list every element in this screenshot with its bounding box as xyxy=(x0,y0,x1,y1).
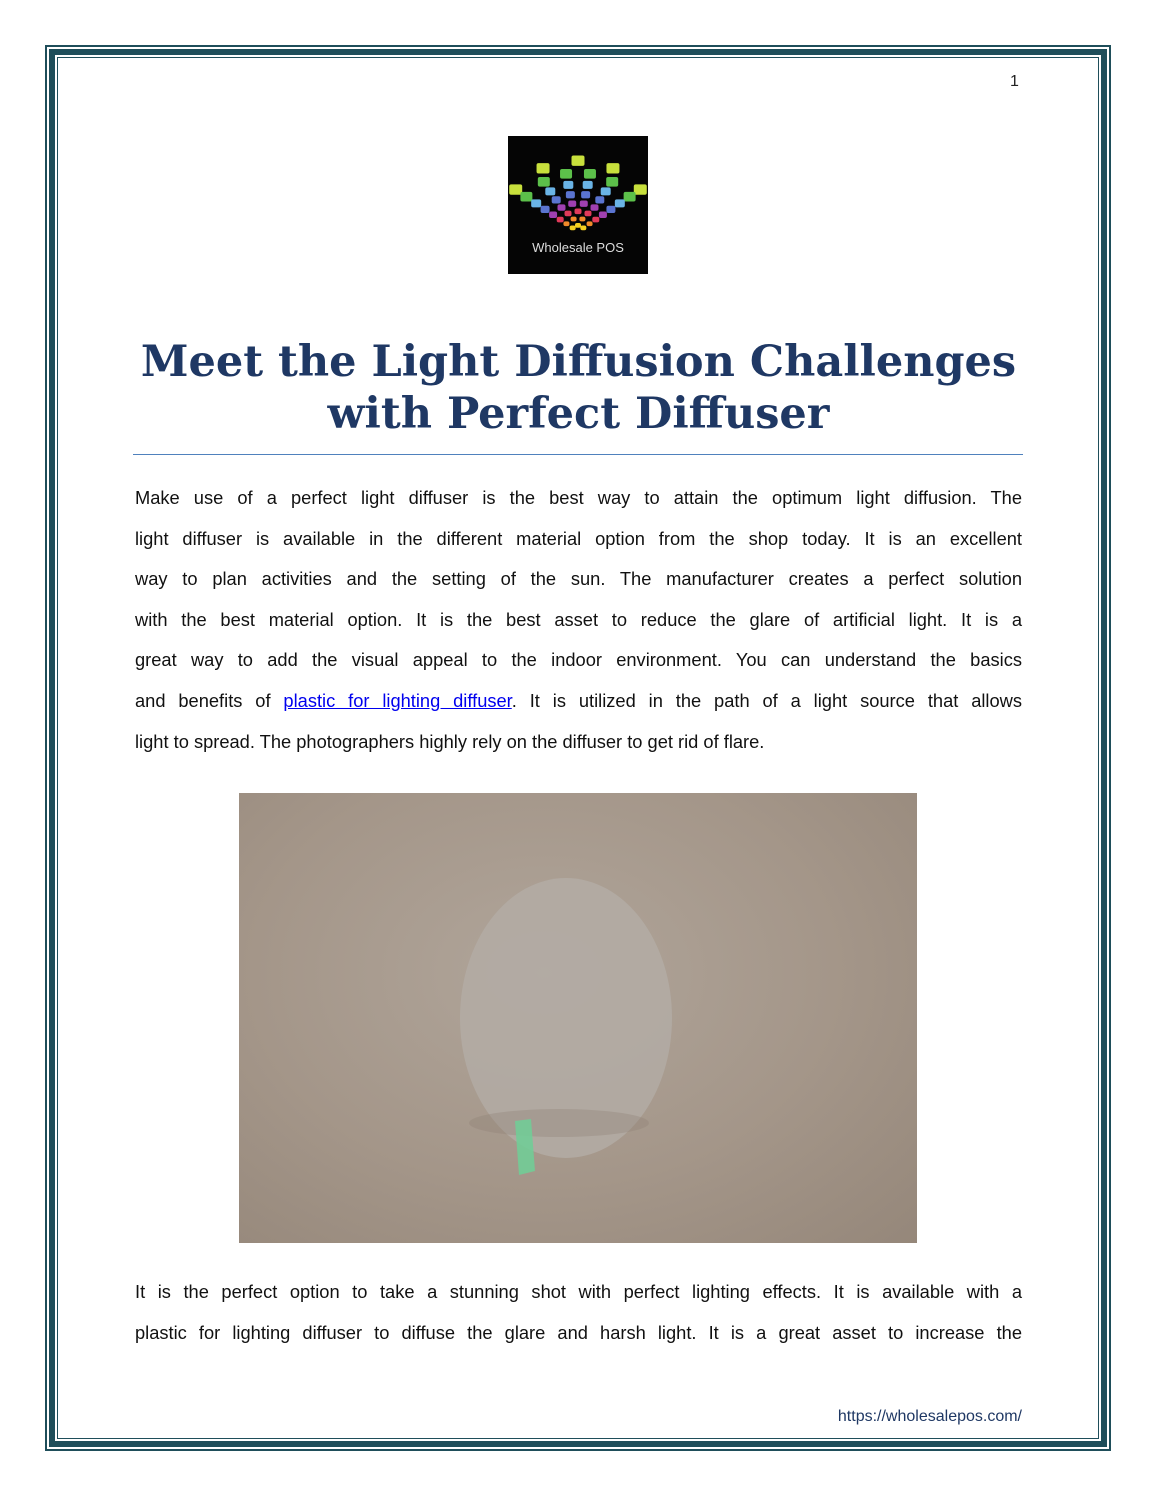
logo-tile xyxy=(583,181,593,189)
logo-tile xyxy=(565,211,572,217)
wholesale-pos-logo xyxy=(508,136,648,274)
text-line: plastic for lighting diffuser to diffuse the glare and harsh light. It is a great asset to increase the xyxy=(135,1321,1022,1343)
logo-tile xyxy=(624,192,636,202)
logo-tile xyxy=(549,212,557,218)
logo-tile xyxy=(566,191,575,198)
logo-text: Wholesale POS xyxy=(532,240,624,255)
text-line: way to plan activities and the setting of the sun. The manufacturer creates a perfect solution xyxy=(135,568,1022,590)
text-line: Make use of a perfect light diffuser is the best way to attain the optimum light diffusion. The xyxy=(135,487,1022,508)
logo-tile xyxy=(615,199,625,207)
text-line: It is the perfect option to take a stunning shot with perfect lighting effects. It is available with a xyxy=(135,1281,1022,1302)
text-span: and benefits of xyxy=(135,689,284,711)
paragraph-1 xyxy=(135,478,1022,762)
logo-tile xyxy=(575,223,581,228)
logo-tile xyxy=(601,187,611,195)
title-line-2: with Perfect Diffuser xyxy=(327,389,830,439)
page-number: 1 xyxy=(1010,73,1019,90)
logo-tile xyxy=(531,199,541,207)
logo-tile xyxy=(572,156,585,166)
logo-tile xyxy=(563,221,569,226)
text-span: . It is utilized in the path of a light source that allows xyxy=(511,689,1023,711)
page-title xyxy=(135,336,1022,440)
logo-tiles-icon xyxy=(508,136,648,240)
logo-tile xyxy=(538,177,550,187)
logo-tile xyxy=(595,196,604,203)
logo-tile xyxy=(606,177,618,187)
text-line: light diffuser is available in the different material option from the shop today. It is an excellent xyxy=(135,527,1022,549)
paragraph-2 xyxy=(135,1272,1022,1353)
logo-tile xyxy=(557,204,565,210)
logo-tile xyxy=(584,169,596,179)
footer-url: https://wholesalepos.com/ xyxy=(837,1408,1022,1425)
text-line: great way to add the visual appeal to the indoor environment. You can understand the basics xyxy=(135,649,1022,671)
logo-tile xyxy=(520,192,532,202)
logo-tile xyxy=(570,225,576,230)
logo-tile xyxy=(509,184,522,194)
logo-tile xyxy=(581,191,590,198)
logo-tile xyxy=(541,206,550,213)
logo-tile xyxy=(606,206,615,213)
text-line: with the best material option. It is the best asset to reduce the glare of artificial light. It is a xyxy=(135,608,1022,630)
logo-tile xyxy=(537,163,550,173)
logo-tile xyxy=(571,217,577,222)
logo-tile xyxy=(606,163,619,173)
logo-tile xyxy=(545,187,555,195)
logo-tile xyxy=(575,209,582,215)
logo-tile xyxy=(634,184,647,194)
text-line xyxy=(135,681,1022,722)
logo-tile xyxy=(579,217,585,222)
logo-tile xyxy=(557,217,564,223)
logo-tile xyxy=(552,196,561,203)
logo-tile xyxy=(568,200,576,206)
logo-tile xyxy=(580,200,588,206)
plastic-diffuser-link[interactable]: plastic for lighting diffuser xyxy=(283,689,512,711)
diffuser-disc-image xyxy=(239,793,917,1243)
diffuser-photo xyxy=(239,793,917,1243)
logo-tile xyxy=(563,181,573,189)
text-line: light to spread. The photographers highly rely on the diffuser to get rid of flare. xyxy=(135,730,765,752)
logo-tile xyxy=(599,212,607,218)
logo-tile xyxy=(592,217,599,223)
logo-tile xyxy=(584,211,591,217)
logo-tile xyxy=(591,204,599,210)
logo-tile xyxy=(560,169,572,179)
title-divider xyxy=(133,454,1023,455)
title-line-1: Meet the Light Diffusion Challenges xyxy=(140,337,1017,387)
logo-tile xyxy=(587,221,593,226)
logo-tile xyxy=(580,225,586,230)
